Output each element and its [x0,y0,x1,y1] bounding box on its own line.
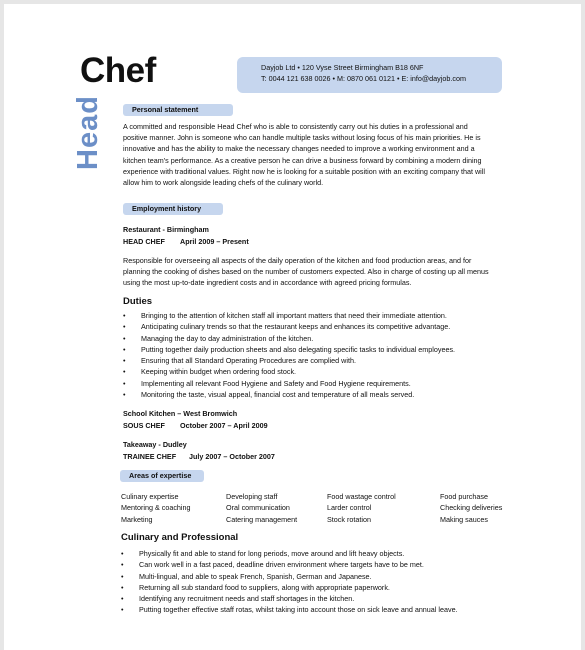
personal-line: positive manner. John is someone who can handle multiple tasks without losing focus of his main priorities. He is [123,133,481,143]
job3-place: Takeaway - Dudley [123,440,187,449]
culinary-item: • Identifying any recruitment needs and staff shortages in the kitchen. [121,593,458,604]
expertise-item: Oral communication [226,503,290,513]
duties-heading: Duties [123,296,153,307]
personal-line: A committed and responsible Head Chef who is able to consistently carry out his duties in a professional and [123,122,468,131]
culinary-item: • Returning all sub standard food to suppliers, along with appropriate paperwork. [121,582,458,593]
job1-line: using the most up-to-date ingredient costs and in accordance with agreed pricing formulas. [123,278,412,288]
expertise-item: Developing staff [226,492,278,501]
areas-of-expertise-heading: Areas of expertise [120,470,204,482]
personal-statement-text [123,121,503,188]
title-head: Head [72,95,104,170]
employment-history-heading: Employment history [123,203,223,215]
expertise-column [327,491,396,525]
job2-role: SOUS CHEF [123,421,165,430]
contact-address: Dayjob Ltd • 120 Vyse Street Birmingham B18 6NF [261,63,424,72]
duty-item: • Keeping within budget when ordering food stock. [123,366,455,377]
duty-item: • Anticipating culinary trends so that the restaurant keeps and enhances its competitive advantage. [123,321,455,332]
personal-line: experience with traditional values. Right now he is looking for a suitable position with an exciting company that will [123,166,485,176]
job3-dates: July 2007 – October 2007 [189,452,275,461]
personal-line: kitchen team's performance. As a creative person he can drive a business forward by combining a modern dining [123,155,482,165]
expertise-column [440,491,502,525]
culinary-item: • Putting together effective staff rotas, whilst taking into account those on sick leave and annual leave. [121,604,458,615]
duties-list [123,310,455,400]
job2-dates: October 2007 – April 2009 [180,421,268,430]
expertise-item: Larder control [327,503,372,513]
duty-item: • Managing the day to day administration of the kitchen. [123,333,455,344]
title-chef: Chef [80,51,156,90]
duty-item: • Ensuring that all Standard Operating Procedures are complied with. [123,355,455,366]
job1-dates: April 2009 – Present [180,237,249,246]
culinary-item: • Multi-lingual, and able to speak French, Spanish, German and Japanese. [121,571,458,582]
duty-item: • Bringing to the attention of kitchen staff all important matters that need their immediate attention. [123,310,455,321]
job2-place: School Kitchen – West Bromwich [123,409,238,418]
expertise-item: Food wastage control [327,492,396,501]
personal-line: allow him to work alongside leading chefs of the culinary world. [123,178,324,188]
job1-place: Restaurant - Birmingham [123,225,209,234]
expertise-item: Stock rotation [327,514,371,524]
duty-item: • Monitoring the taste, visual appeal, financial cost and temperature of all meals served. [123,389,455,400]
expertise-item: Checking deliveries [440,503,503,513]
culinary-list [121,548,458,616]
job1-description [123,255,503,289]
culinary-item: • Can work well in a fast paced, deadline driven environment where targets have to be met. [121,559,458,570]
contact-box [237,57,502,93]
job3-role: TRAINEE CHEF [123,452,177,461]
expertise-item: Mentoring & coaching [121,503,191,513]
contact-phone-email: T: 0044 121 638 0026 • M: 0870 061 0121 • E: info@dayjob.com [261,74,466,83]
personal-line: innovative and has the ability to make the necessary changes needed to improve a working environment and a [123,144,475,154]
expertise-item: Marketing [121,514,153,524]
expertise-column [226,491,297,525]
duty-item: • Putting together daily production sheets and also delegating specific tasks to individual employees. [123,344,455,355]
expertise-item: Culinary expertise [121,492,179,501]
expertise-item: Making sauces [440,514,488,524]
expertise-item: Food purchase [440,492,488,501]
expertise-item: Catering management [226,514,298,524]
duty-item: • Implementing all relevant Food Hygiene and Safety and Food Hygiene requirements. [123,378,455,389]
job1-line: planning the cooking of dishes based on the number of customers expected. Also in charge of costing up all menus [123,267,489,277]
job1-role: HEAD CHEF [123,237,165,246]
culinary-heading: Culinary and Professional [121,532,239,543]
expertise-grid [121,491,521,527]
job1-line: Responsible for overseeing all aspects of the daily operation of the kitchen and food production areas, and for [123,256,472,265]
personal-statement-heading: Personal statement [123,104,233,116]
culinary-item: • Physically fit and able to stand for long periods, move around and lift heavy objects. [121,548,458,559]
expertise-column [121,491,191,525]
